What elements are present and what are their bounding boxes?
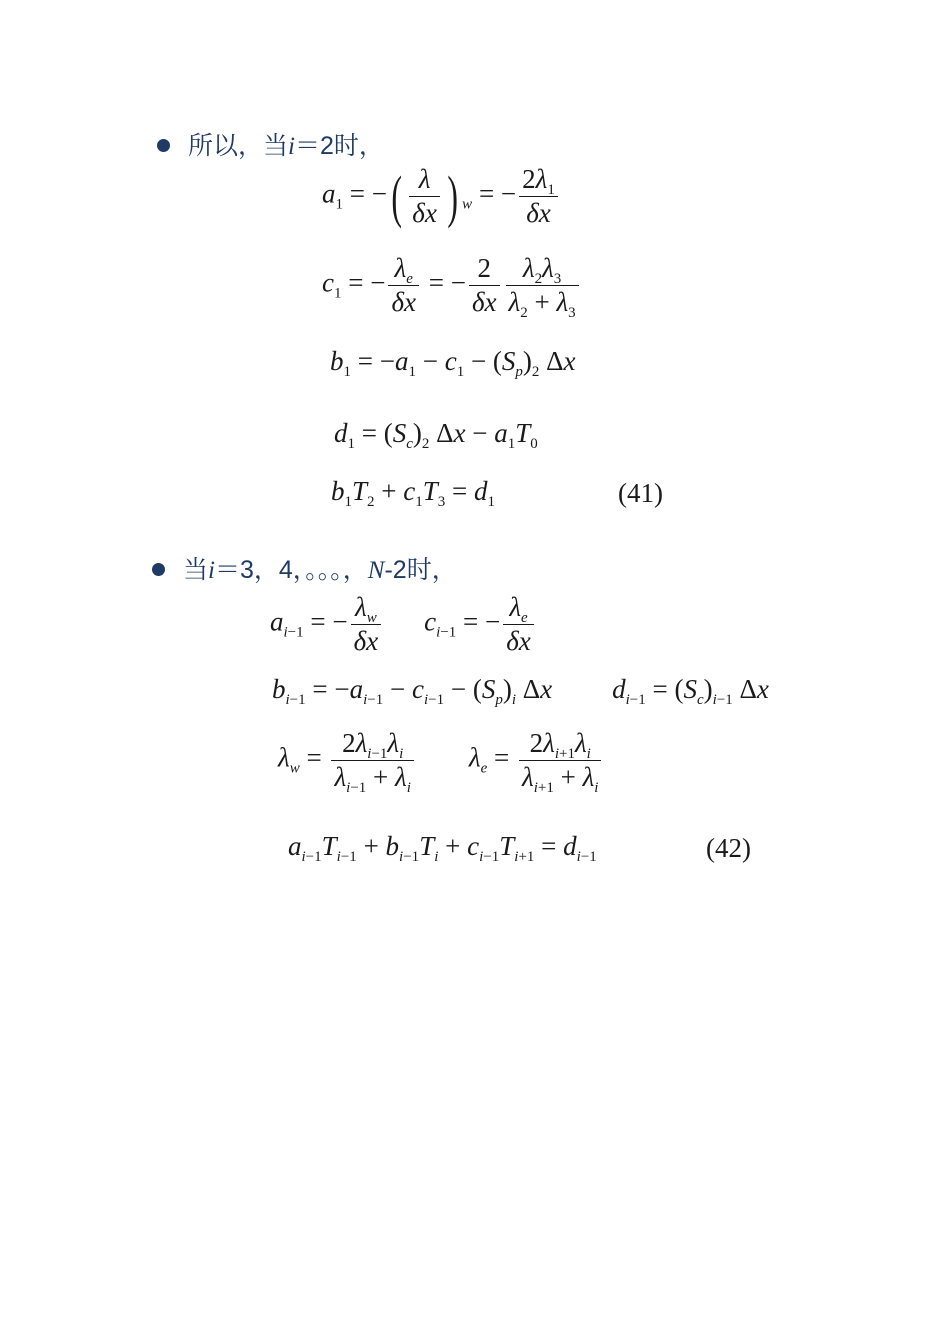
equation-number-42: (42) [706,833,751,863]
heading-prefix: 所以，当 [188,132,289,160]
equation-a-c-general: $a_{i-1}$ = − $\frac{\lambda_w}{\delta x}$ $c_{i-1}$ = − $\frac{\lambda_e}{\delta x}$ [270,594,537,655]
equation-number-41: (41) [618,478,663,508]
equation-d1: $d_1 = (S_c)_2$ $\Delta x - a_1T_0$ [334,418,538,452]
bullet-dot [157,139,170,152]
equation-b1: $b_1 = -a_1 - c_1 - (S_p)_2$ Δx [330,346,576,380]
equation-42: $a_{i-1}T_{i-1} + b_{i-1}T_i + c_{i-1}T_{i+1} = d_{i-1}$ [288,831,597,865]
heading-var-n: N [367,557,385,584]
equation-lambda-w-e: $\lambda_w$ = $\frac{2\lambda_{i-1}\lambda_i}{\lambda_{i-1} + \lambda_i}$ $\lambda_e$ = $\frac{2\lambda_{i+1}\lambda_i}{\lambda_{i+1} + \lambda_i}$ [278,730,604,791]
bullet-dot [152,563,165,576]
heading-prefix: 当 [183,556,209,584]
bullet-heading-i-equals-2 [157,126,384,162]
heading-suffix: ＝2时， [294,132,384,160]
heading-suffix: ＝3，4，。。。， [214,556,368,584]
equation-a1: $a_1$ = −( $\frac{\lambda}{\delta x}$ ) $_w$ = − $\frac{2\lambda_1}{\delta x}$ [322,166,561,227]
equation-b-d-general: $b_{i-1} = -a_{i-1} - c_{i-1} - (S_p)_i$ Δx $d_{i-1} = (S_c)_{i-1}$ Δx [272,674,769,708]
heading-var: i [208,557,215,584]
heading-suffix2: -2时， [384,556,457,584]
bullet-heading-i-equals-3-to-n [152,550,457,586]
equation-41: $b_1T_2 + c_1T_3 = d_1$ [331,476,496,510]
equation-c1: $c_1$ = − $\frac{\lambda_e}{\delta x}$ = − $\frac{2}{\delta x}$ $\frac{\lambda_2\lambda_3}{\lambda_2 + \lambda_3}$ [322,255,582,316]
heading-var: i [288,133,295,160]
